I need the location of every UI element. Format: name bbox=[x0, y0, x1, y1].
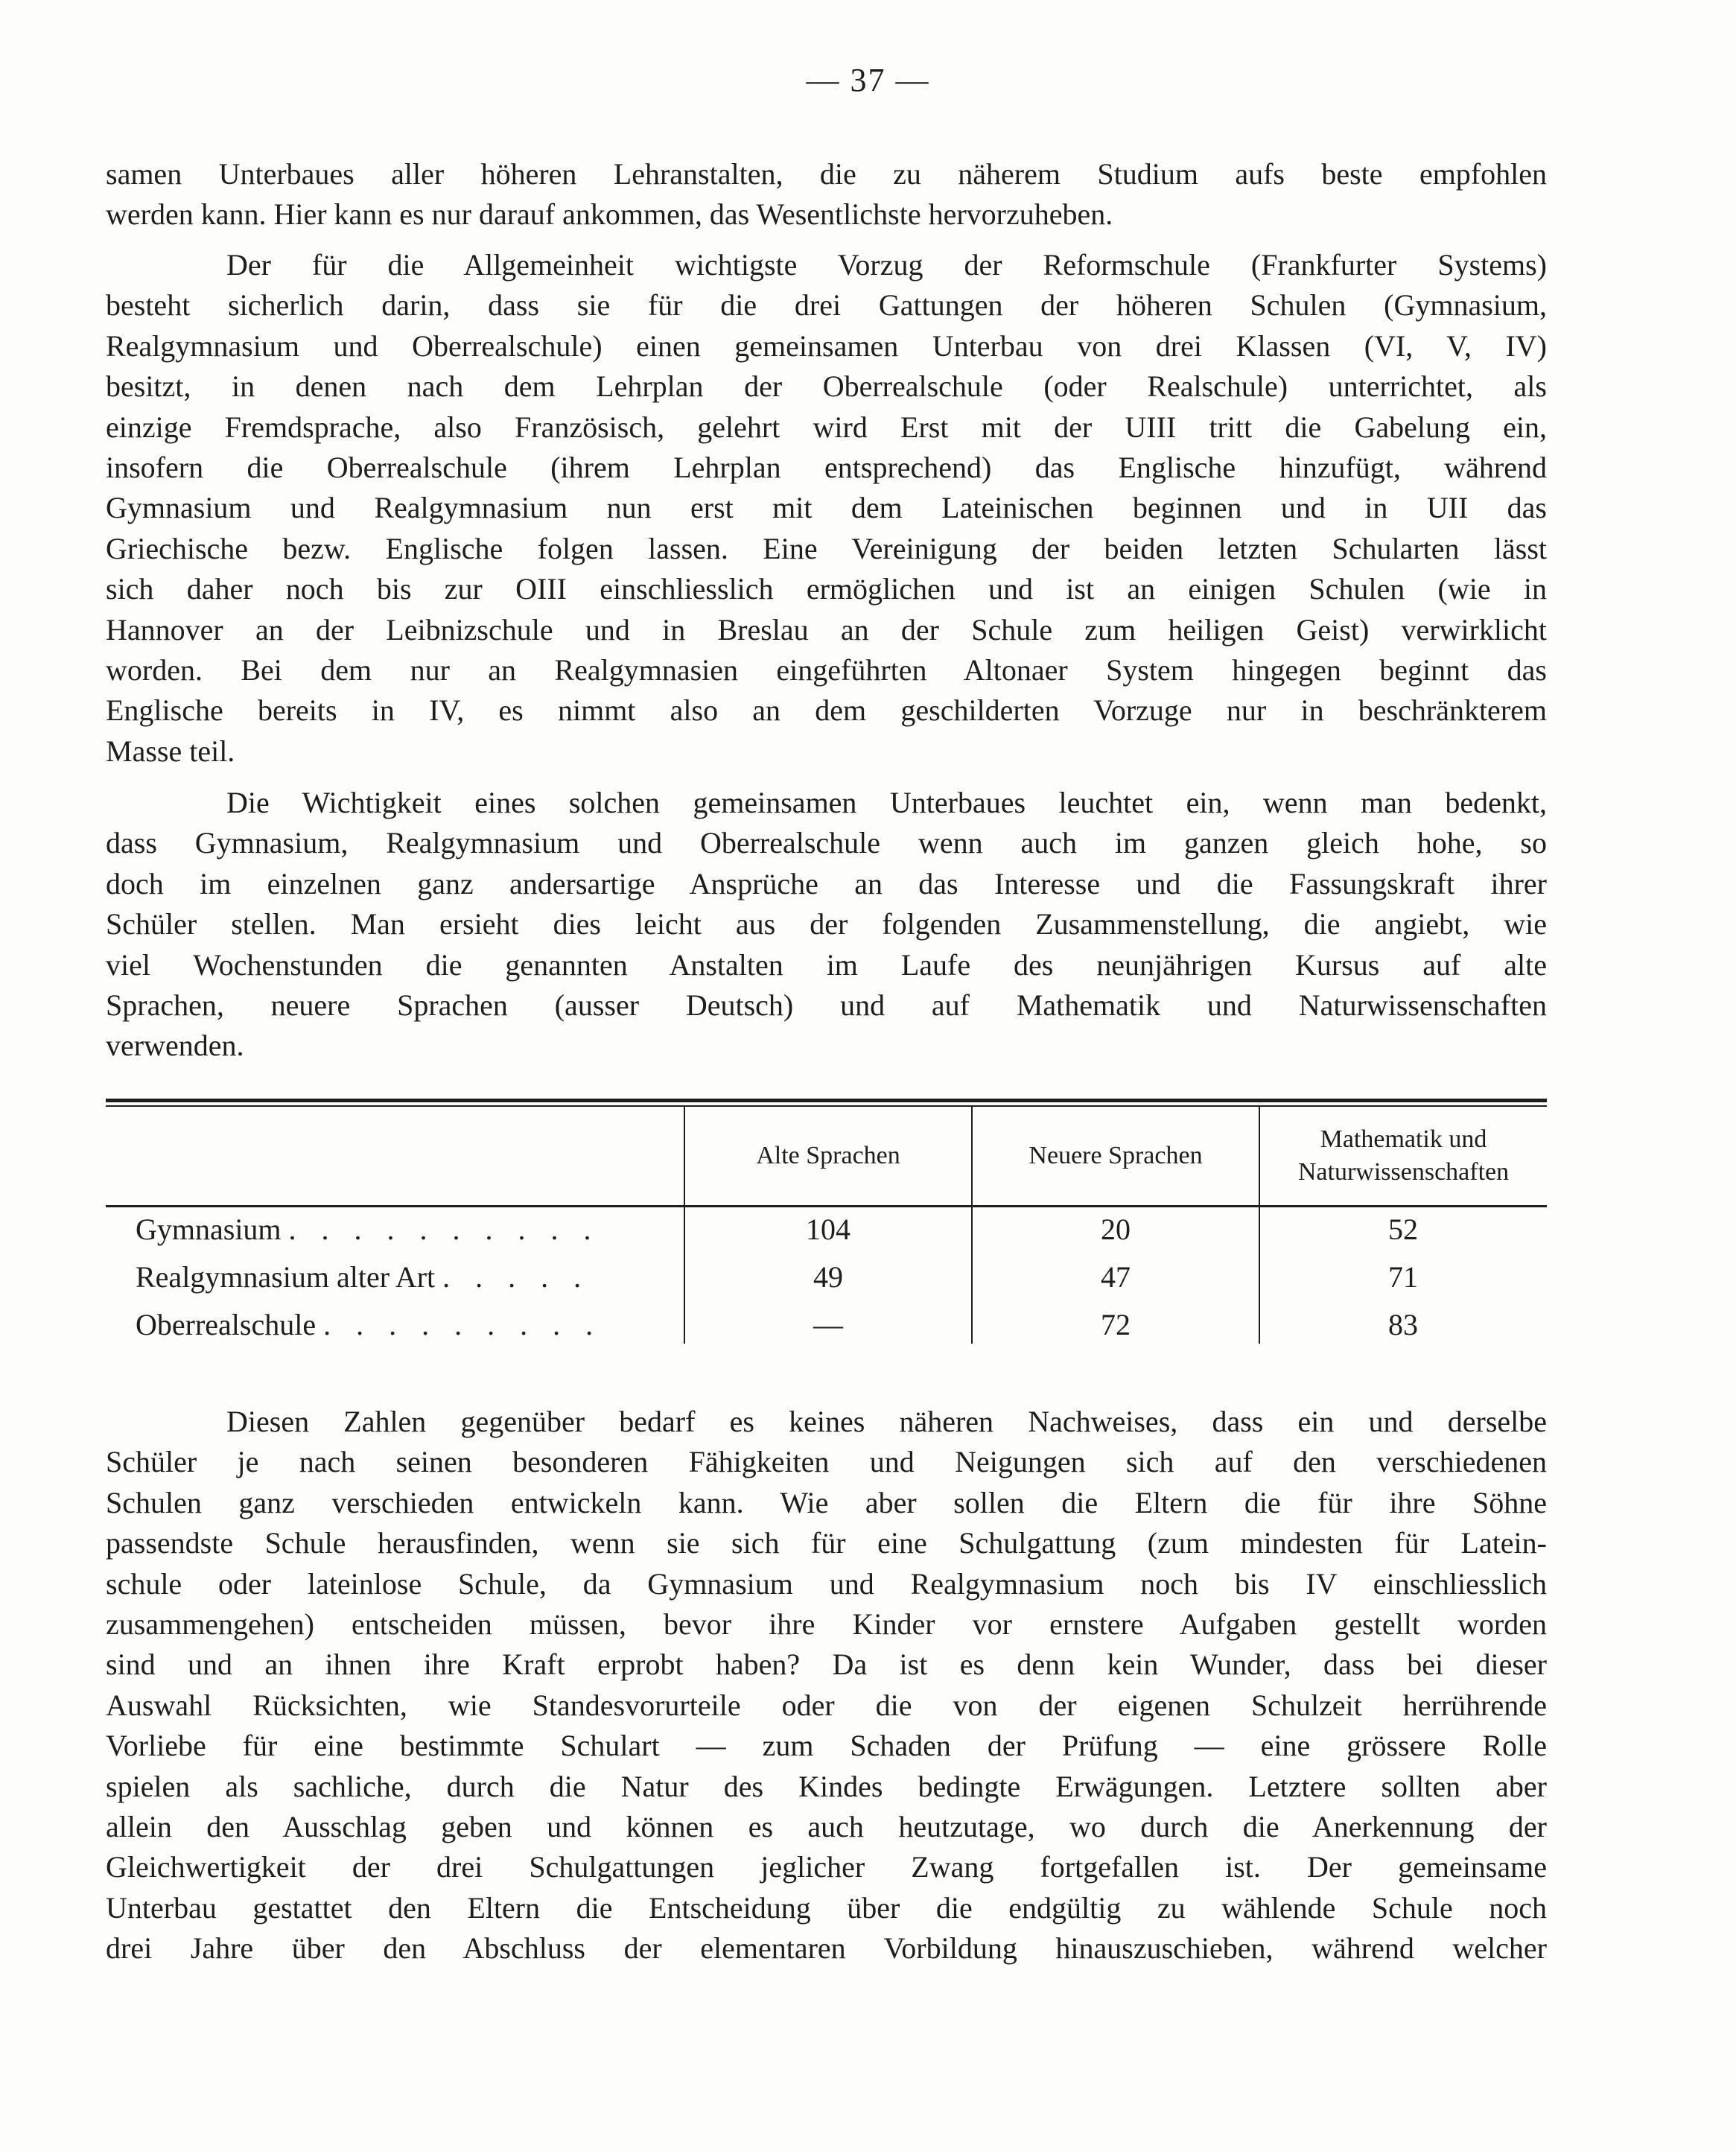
table-cell: 71 bbox=[1388, 1260, 1418, 1294]
text-line: Diesen Zahlen gegenüber bedarf es keines näheren Nachweises, dass ein und derselbe bbox=[226, 1405, 1547, 1438]
table-cell: 104 bbox=[806, 1213, 850, 1246]
text-line: sind und an ihnen ihre Kraft erprobt haben? Da ist es denn kein Wunder, dass bei dieser bbox=[106, 1648, 1547, 1682]
text-line: Der für die Allgemeinheit wichtigste Vorzug der Reformschule (Frankfurter Systems) bbox=[226, 248, 1547, 282]
table-top-rule bbox=[106, 1099, 1547, 1102]
table-cell: 83 bbox=[1388, 1308, 1418, 1341]
text-line: Gleichwertigkeit der drei Schulgattungen jeglicher Zwang fortgefallen ist. Der gemeinsame bbox=[106, 1850, 1547, 1884]
table-cell: 20 bbox=[1101, 1213, 1131, 1246]
table-header-rule bbox=[106, 1205, 1547, 1207]
table-cell: 49 bbox=[813, 1260, 843, 1294]
text-line: besteht sicherlich darin, dass sie für die drei Gattungen der höheren Schulen (Gymnasium, bbox=[106, 288, 1547, 323]
text-line: insofern die Oberrealschule (ihrem Lehrplan entsprechend) das Englische hinzufügt, während bbox=[106, 450, 1547, 484]
text-line: schule oder lateinlose Schule, da Gymnasium und Realgymnasium noch bis IV einschliesslich bbox=[106, 1566, 1547, 1601]
text-line: Realgymnasium und Oberrealschule) einen gemeinsamen Unterbau von drei Klassen (VI, V, IV) bbox=[106, 328, 1547, 363]
text-line: Schulen ganz verschieden entwickeln kann. Wie aber sollen die Eltern die für ihre Söhne bbox=[106, 1485, 1547, 1519]
text-line: sich daher noch bis zur OIII einschliesslich ermöglichen und ist an einigen Schulen (wie in bbox=[106, 572, 1547, 606]
text-line: besitzt, in denen nach dem Lehrplan der Oberrealschule (oder Realschule) unterrichtet, als bbox=[106, 369, 1547, 404]
paragraph-4 bbox=[106, 1402, 1547, 1969]
page-number: — 37 — bbox=[806, 62, 930, 98]
text-line: Schüler stellen. Man ersieht dies leicht aus der folgenden Zusammenstellung, die angiebt, wie bbox=[106, 907, 1547, 941]
paragraph-2 bbox=[106, 245, 1547, 772]
text-line: passendste Schule herausfinden, wenn sie sich für eine Schulgattung (zum mindesten für Latein- bbox=[106, 1526, 1547, 1560]
row-label-realgymnasium: Realgymnasium alter Art . . . . . bbox=[136, 1260, 591, 1294]
text-line: Schüler je nach seinen besonderen Fähigkeiten und Neigungen sich auf den verschiedenen bbox=[106, 1445, 1547, 1479]
text-line: Vorliebe für eine bestimmte Schulart — zum Schaden der Prüfung — eine grössere Rolle bbox=[106, 1729, 1547, 1763]
text-line: Die Wichtigkeit eines solchen gemeinsamen Unterbaues leuchtet ein, wenn man bedenkt, bbox=[226, 786, 1547, 819]
text-line: Masse teil. bbox=[106, 734, 235, 768]
header-neuere-sprachen: Neuere Sprachen bbox=[1028, 1142, 1203, 1169]
header-mathematik: Mathematik und Naturwissenschaften bbox=[1297, 1125, 1510, 1186]
paragraph-3 bbox=[106, 783, 1547, 1067]
paragraph-1 bbox=[106, 154, 1547, 235]
text-line: Gymnasium und Realgymnasium nun erst mit dem Lateinischen beginnen und in UII das bbox=[106, 491, 1547, 525]
text-line: Auswahl Rücksichten, wie Standesvorurteile oder die von der eigenen Schulzeit herrührende bbox=[106, 1688, 1547, 1722]
text-line: Unterbau gestattet den Eltern die Entscheidung über die endgültig zu wählende Schule noch bbox=[106, 1890, 1547, 1925]
text-line: werden kann. Hier kann es nur darauf ankommen, das Wesentlichste hervorzuheben. bbox=[106, 197, 1113, 232]
text-line: Hannover an der Leibnizschule und in Breslau an der Schule zum heiligen Geist) verwirklicht bbox=[106, 612, 1547, 646]
table-cell: 72 bbox=[1101, 1308, 1131, 1341]
row-label-oberrealschule: Oberrealschule . . . . . . . . . bbox=[136, 1308, 602, 1341]
text-line: worden. Bei dem nur an Realgymnasien eingeführten Altonaer System hingegen beginnt das bbox=[106, 652, 1547, 687]
hours-table bbox=[106, 1099, 1547, 1367]
text-line: einzige Fremdsprache, also Französisch, gelehrt wird Erst mit der UIII tritt die Gabelung ein, bbox=[106, 410, 1547, 444]
text-line: drei Jahre über den Abschluss der elementaren Vorbildung hinauszuschieben, während welcher bbox=[106, 1931, 1547, 1966]
text-line: zusammengehen) entscheiden müssen, bevor ihre Kinder vor ernstere Aufgaben gestellt worden bbox=[106, 1607, 1547, 1641]
text-line: Sprachen, neuere Sprachen (ausser Deutsch) und auf Mathematik und Naturwissenschaften bbox=[106, 988, 1547, 1022]
text-line: doch im einzelnen ganz andersartige Ansprüche an das Interesse und die Fassungskraft ihrer bbox=[106, 866, 1547, 900]
table-cell: 47 bbox=[1101, 1260, 1131, 1294]
text-line: samen Unterbaues aller höheren Lehranstalten, die zu näherem Studium aufs beste empfohlen bbox=[106, 157, 1547, 191]
text-line: viel Wochenstunden die genannten Anstalten im Laufe des neunjährigen Kursus auf alte bbox=[106, 947, 1547, 982]
text-line: allein den Ausschlag geben und können es auch heutzutage, wo durch die Anerkennung der bbox=[106, 1809, 1547, 1843]
row-label-gymnasium: Gymnasium . . . . . . . . . . bbox=[136, 1213, 600, 1246]
header-alte-sprachen: Alte Sprachen bbox=[756, 1142, 900, 1169]
text-line: verwenden. bbox=[106, 1029, 244, 1063]
table-cell: — bbox=[813, 1308, 843, 1341]
text-line: Griechische bezw. Englische folgen lassen. Eine Vereinigung der beiden letzten Schularten lässt bbox=[106, 531, 1547, 565]
text-line: dass Gymnasium, Realgymnasium und Oberrealschule wenn auch im ganzen gleich hohe, so bbox=[106, 826, 1547, 860]
text-line: spielen als sachliche, durch die Natur des Kindes bedingte Erwägungen. Letztere sollten aber bbox=[106, 1769, 1547, 1803]
text-line: Englische bereits in IV, es nimmt also an dem geschilderten Vorzuge nur in beschränkterem bbox=[106, 693, 1547, 728]
table-cell: 52 bbox=[1388, 1213, 1418, 1246]
